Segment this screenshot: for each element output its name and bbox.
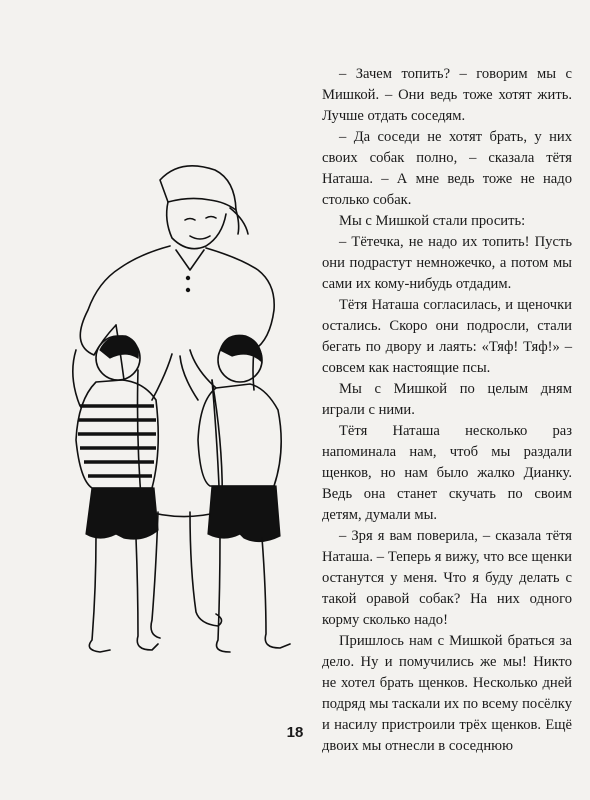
page-number: 18 — [286, 724, 304, 741]
paragraph: Мы с Мишкой стали просить: — [339, 213, 526, 229]
paragraph: – Зря я вам поверила, – сказала тётя Наташа. – Теперь я вижу, что все щенки останутся у меня. Что я буду делать с такой оравой собак? На них одного корму сколько надо! — [322, 528, 572, 628]
paragraph: Тётя Наташа несколько раз напоминала нам, чтоб мы раздали щенков, но нам было жалко Дианку. Ведь она станет скучать по своим детям, думали мы. — [322, 423, 572, 523]
illustration-woman-and-boys — [40, 150, 310, 670]
body-text — [322, 64, 572, 757]
paragraph: Тётя Наташа согласилась, и щеночки остались. Скоро они подросли, стали бегать по двору и лаять: «Тяф! Тяф!» – совсем как настоящие псы. — [322, 297, 572, 376]
paragraph: – Тётечка, не надо их топить! Пусть они подрастут немножечко, а потом мы сами их кому-нибудь отдадим. — [322, 234, 572, 292]
paragraph: Пришлось нам с Мишкой браться за дело. Ну и помучились же мы! Никто не хотел брать щенков. Несколько дней подряд мы таскали их по всему посёлку и насилу пристроили трёх щенков. Ещё двоих мы отнесли в соседнюю — [322, 633, 572, 754]
paragraph: – Зачем топить? – говорим мы с Мишкой. – Они ведь тоже хотят жить. Лучше отдать соседям. — [322, 66, 572, 124]
paragraph: – Да соседи не хотят брать, у них своих собак полно, – сказала тётя Наташа. – А мне ведь тоже не надо столько собак. — [322, 129, 572, 208]
paragraph: Мы с Мишкой по целым дням играли с ними. — [322, 381, 572, 418]
